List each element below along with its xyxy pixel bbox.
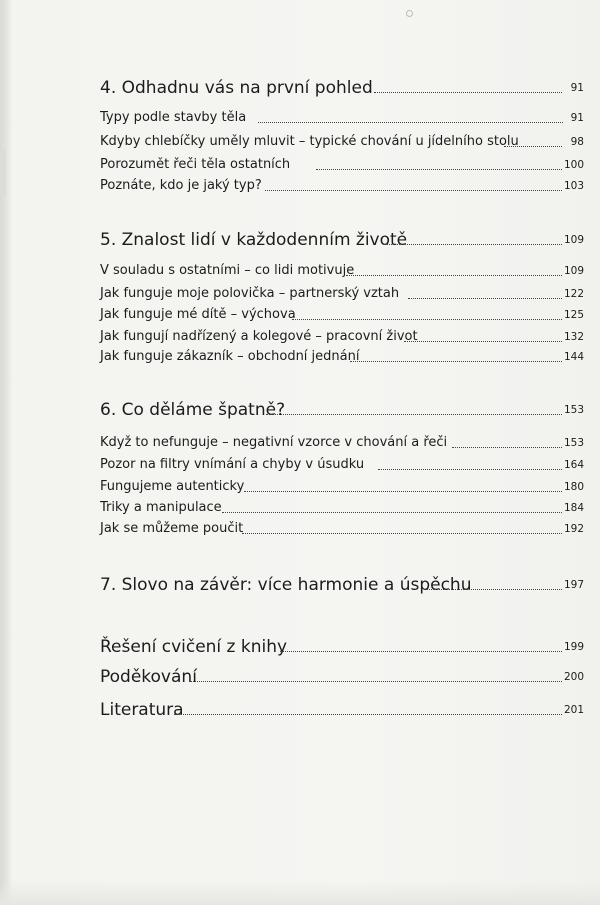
dot-leader xyxy=(384,244,562,245)
toc-entry xyxy=(0,284,600,304)
dot-leader xyxy=(242,533,562,534)
toc-chapter-7 xyxy=(0,575,600,595)
page-number: 192 xyxy=(563,523,584,535)
toc-entry xyxy=(0,176,600,196)
toc-backmatter-item xyxy=(0,667,600,687)
dot-leader xyxy=(244,491,562,492)
page-number: 109 xyxy=(563,234,584,246)
toc-entry xyxy=(0,305,600,325)
page-number: 164 xyxy=(563,459,584,471)
toc-entry xyxy=(0,155,600,175)
toc-chapter-5 xyxy=(0,230,600,250)
backmatter-title: Literatura xyxy=(100,700,184,720)
page-number: 125 xyxy=(563,309,584,321)
dot-leader xyxy=(222,512,562,513)
toc-entry xyxy=(0,477,600,497)
dot-leader xyxy=(378,469,562,470)
entry-title: V souladu s ostatními – co lidi motivuje xyxy=(100,263,355,278)
entry-title: Poznáte, kdo je jaký typ? xyxy=(100,178,262,193)
toc-entry xyxy=(0,498,600,518)
toc-chapter-4 xyxy=(0,78,600,98)
page-number: 144 xyxy=(563,351,584,363)
page-bottom-shade xyxy=(0,880,600,905)
page-number: 201 xyxy=(563,704,584,716)
dot-leader xyxy=(426,589,562,590)
dot-leader xyxy=(408,298,562,299)
entry-title: Jak se můžeme poučit xyxy=(100,521,244,536)
page-number: 197 xyxy=(563,579,584,591)
entry-title: Kdyby chlebíčky uměly mluvit – typické chování u jídelního stolu xyxy=(100,134,519,149)
dot-leader xyxy=(280,651,562,652)
entry-title: Jak funguje moje polovička – partnerský vztah xyxy=(100,286,400,301)
toc-entry xyxy=(0,455,600,475)
dot-leader xyxy=(350,361,562,362)
page-number: 132 xyxy=(563,331,584,343)
dot-leader xyxy=(374,92,562,93)
toc-entry xyxy=(0,132,600,152)
dot-leader xyxy=(266,414,562,415)
dot-leader xyxy=(265,190,562,191)
entry-title: Triky a manipulace xyxy=(100,500,222,515)
page-number: 98 xyxy=(570,136,584,148)
page-number: 180 xyxy=(563,481,584,493)
page-number: 153 xyxy=(563,404,584,416)
dot-leader xyxy=(404,341,562,342)
entry-title: Porozumět řeči těla ostatních xyxy=(100,157,291,172)
chapter-title: 4. Odhadnu vás na první pohled xyxy=(100,78,373,98)
dot-leader xyxy=(258,122,563,123)
chapter-title: 5. Znalost lidí v každodenním životě xyxy=(100,230,408,250)
toc-entry xyxy=(0,519,600,539)
toc-backmatter-item xyxy=(0,637,600,657)
dot-leader xyxy=(504,146,562,147)
page-number: 122 xyxy=(563,288,584,300)
page-number: 103 xyxy=(563,180,584,192)
page-number: 91 xyxy=(570,112,584,124)
page-number: 199 xyxy=(563,641,584,653)
toc-entry xyxy=(0,433,600,453)
page-number: 109 xyxy=(563,265,584,277)
backmatter-title: Poděkování xyxy=(100,667,197,687)
toc-chapter-6 xyxy=(0,400,600,420)
entry-title: Jak funguje mé dítě – výchova xyxy=(100,307,296,322)
backmatter-title: Řešení cvičení z knihy xyxy=(100,637,288,657)
page-number: 200 xyxy=(563,671,584,683)
chapter-title: 6. Co děláme špatně? xyxy=(100,400,286,420)
page-number: 153 xyxy=(563,437,584,449)
toc-entry xyxy=(0,108,600,128)
dot-leader xyxy=(190,681,562,682)
page-number: 100 xyxy=(563,159,584,171)
toc-entry xyxy=(0,327,600,347)
dot-leader xyxy=(174,714,562,715)
dot-leader xyxy=(292,319,562,320)
toc-entry xyxy=(0,347,600,367)
toc-backmatter-item xyxy=(0,700,600,720)
entry-title: Typy podle stavby těla xyxy=(100,110,247,125)
dot-leader xyxy=(346,275,562,276)
chapter-title: 7. Slovo na závěr: více harmonie a úspěchu xyxy=(100,575,472,595)
page-number: 91 xyxy=(570,82,584,94)
page-number: 184 xyxy=(563,502,584,514)
dot-leader xyxy=(452,447,562,448)
entry-title: Jak fungují nadřízený a kolegové – pracovní život xyxy=(100,329,418,344)
entry-title: Fungujeme autenticky xyxy=(100,479,245,494)
toc-entry xyxy=(0,261,600,281)
entry-title: Jak funguje zákazník – obchodní jednání xyxy=(100,349,360,364)
entry-title: Když to nefunguje – negativní vzorce v chování a řeči xyxy=(100,435,448,450)
entry-title: Pozor na filtry vnímání a chyby v úsudku xyxy=(100,457,365,472)
dot-leader xyxy=(316,169,562,170)
